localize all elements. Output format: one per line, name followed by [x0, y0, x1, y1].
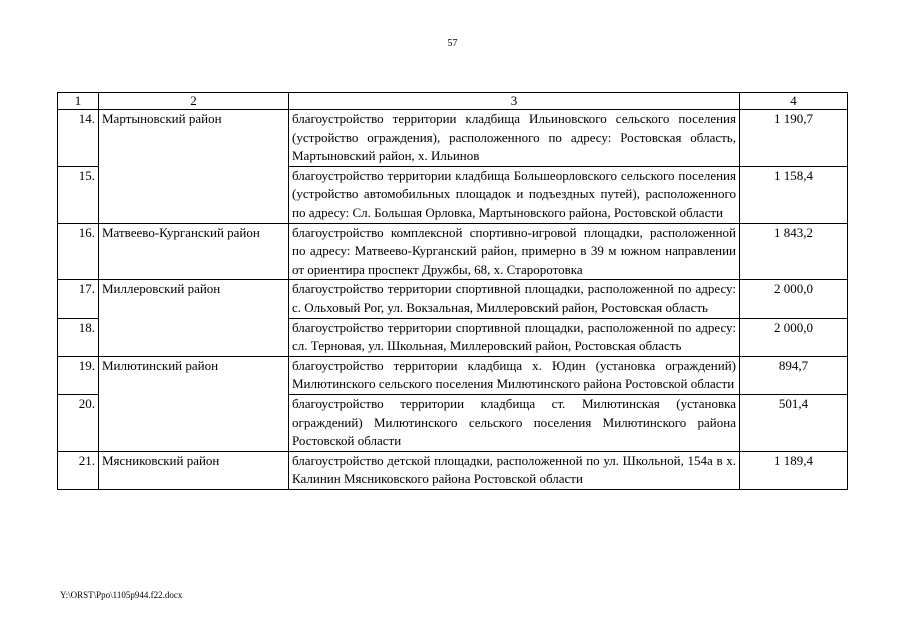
row-number: 19. [58, 356, 99, 394]
amount: 2 000,0 [740, 280, 848, 318]
table-row [58, 356, 848, 394]
row-number: 20. [58, 394, 99, 451]
document-file-path: Y:\ORST\Ppo\1105p944.f22.docx [60, 590, 183, 600]
column-header-number: 1 [58, 93, 99, 110]
row-number: 21. [58, 451, 99, 489]
work-description: благоустройство территории кладбища Ильиновского сельского поселения (устройство ограждения), расположенного по адресу: Ростовская область, Мартыновский район, х. Ильинов [289, 110, 740, 167]
table-header-row [58, 93, 848, 110]
work-description: благоустройство территории спортивной площадки, расположенной по адресу: с. Ольховый Рог, ул. Вокзальная, Миллеровский район, Ростовская область [289, 280, 740, 318]
amount: 1 189,4 [740, 451, 848, 489]
row-number: 15. [58, 166, 99, 223]
row-number: 18. [58, 318, 99, 356]
work-description: благоустройство территории спортивной площадки, расположенной по адресу: сл. Терновая, ул. Школьная, Миллеровский район, Ростовская область [289, 318, 740, 356]
work-description: благоустройство комплексной спортивно-игровой площадки, расположенной по адресу: Матвеево-Курганский район, примерно в 39 м южном направлении от ориентира проспект Дружбы, 68, х. Староротовка [289, 223, 740, 280]
district-name: Милютинский район [99, 356, 289, 451]
district-name: Мясниковский район [99, 451, 289, 489]
district-name: Матвеево-Курганский район [99, 223, 289, 280]
row-number: 14. [58, 110, 99, 167]
table-row [58, 451, 848, 489]
row-number: 16. [58, 223, 99, 280]
column-header-amount: 4 [740, 93, 848, 110]
amount: 2 000,0 [740, 318, 848, 356]
district-name: Миллеровский район [99, 280, 289, 356]
amount: 1 843,2 [740, 223, 848, 280]
column-header-description: 3 [289, 93, 740, 110]
work-description: благоустройство территории кладбища ст. Милютинская (установка ограждений) Милютинского сельского поселения Милютинского района Ростовской области [289, 394, 740, 451]
appropriations-table [57, 92, 848, 490]
page-number: 57 [447, 38, 458, 49]
work-description: благоустройство территории кладбища Большеорловского сельского поселения (устройство автомобильных площадок и подъездных путей), расположенного по адресу: Сл. Большая Орловка, Мартыновского района, Ростовской области [289, 166, 740, 223]
district-name: Мартыновский район [99, 110, 289, 224]
amount: 1 158,4 [740, 166, 848, 223]
work-description: благоустройство территории кладбища х. Юдин (установка ограждений) Милютинского сельского поселения Милютинского района Ростовской области [289, 356, 740, 394]
amount: 1 190,7 [740, 110, 848, 167]
table-row [58, 223, 848, 280]
column-header-district: 2 [99, 93, 289, 110]
amount: 894,7 [740, 356, 848, 394]
amount: 501,4 [740, 394, 848, 451]
work-description: благоустройство детской площадки, расположенной по ул. Школьной, 154а в х. Калинин Мясниковского района Ростовской области [289, 451, 740, 489]
table-row [58, 280, 848, 318]
table-row [58, 110, 848, 167]
row-number: 17. [58, 280, 99, 318]
